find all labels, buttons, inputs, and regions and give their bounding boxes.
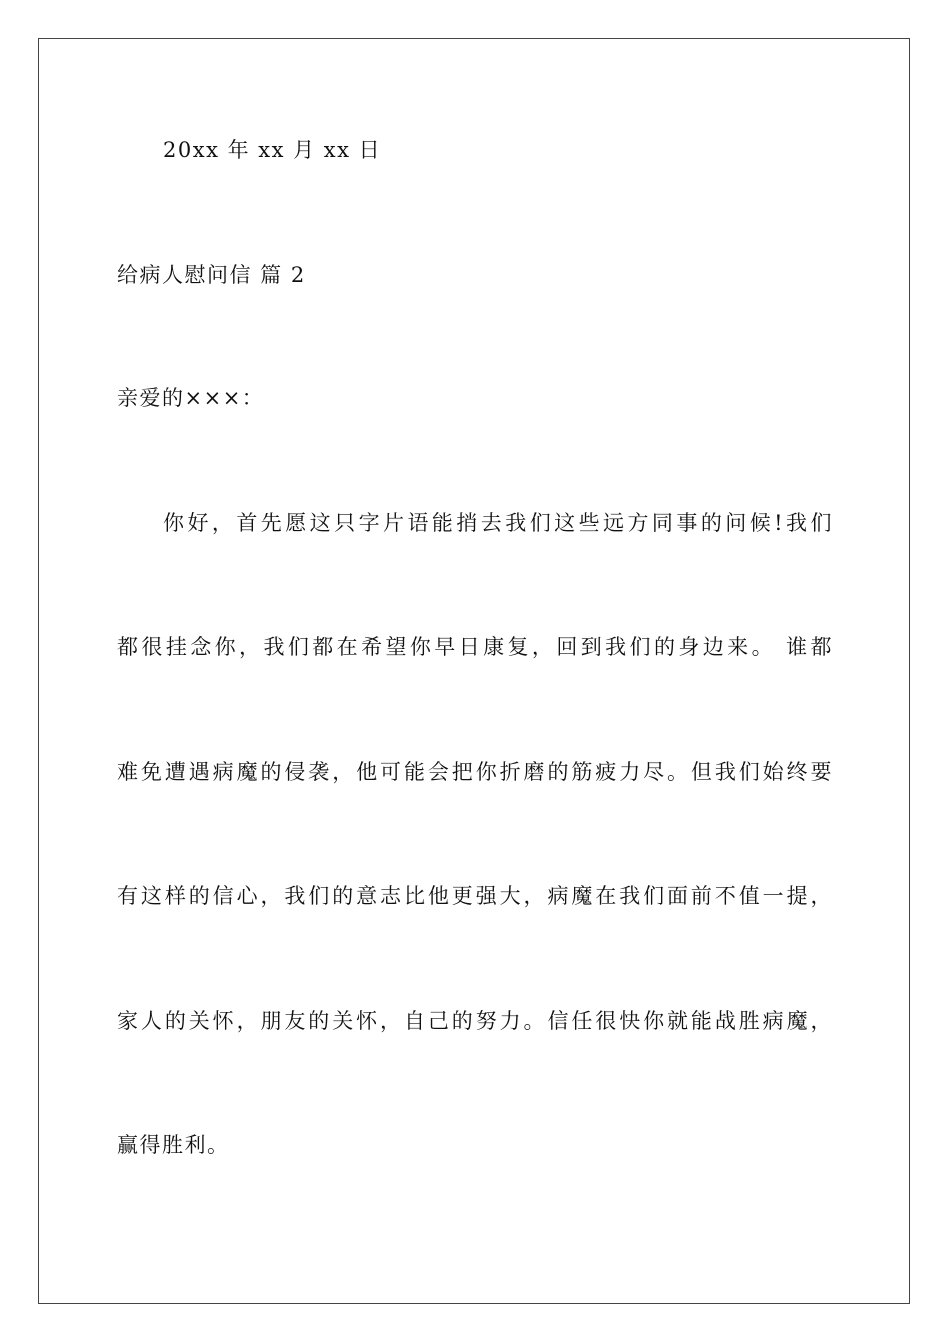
page-frame [38,38,910,1304]
date-line: 20xx 年 xx 月 xx 日 [163,138,382,162]
body-line-1: 你好，首先愿这只字片语能捎去我们这些远方同事的问候!我们 [163,511,833,535]
letter-heading: 给病人慰问信 篇 2 [117,263,306,287]
body-line-3: 难免遭遇病魔的侵袭，他可能会把你折磨的筋疲力尽。但我们始终要 [117,760,833,784]
body-line-5: 家人的关怀，朋友的关怀，自己的努力。信任很快你就能战胜病魔， [117,1009,833,1033]
body-line-2: 都很挂念你，我们都在希望你早日康复，回到我们的身边来。 谁都 [117,635,833,659]
salutation: 亲爱的×××： [117,386,265,410]
body-line-4: 有这样的信心，我们的意志比他更强大，病魔在我们面前不值一提， [117,884,833,908]
body-line-6: 赢得胜利。 [117,1133,230,1157]
